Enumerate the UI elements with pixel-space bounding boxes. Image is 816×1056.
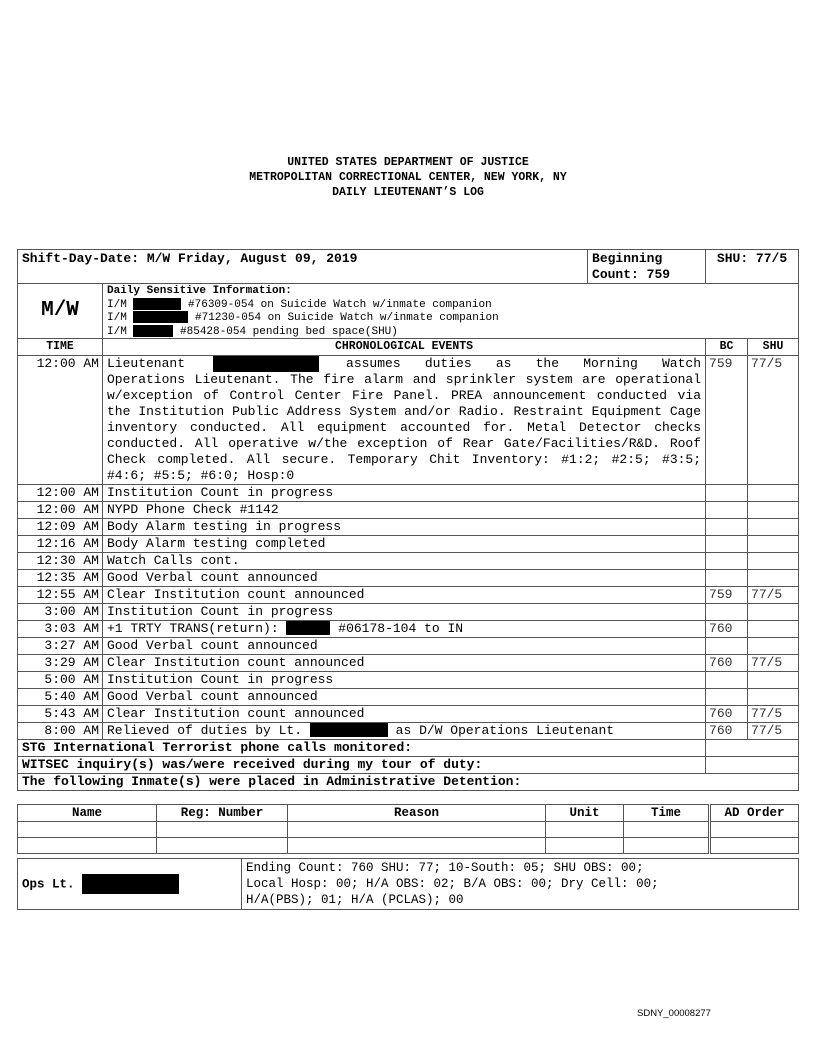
col-time: TIME	[18, 339, 103, 356]
col-events: CHRONOLOGICAL EVENTS	[103, 339, 706, 356]
event-time: 12:00 AM	[18, 356, 103, 485]
redaction-bar	[82, 874, 179, 894]
sensitive-line: I/M #85428-054 pending bed space(SHU)	[107, 325, 398, 338]
header-agency: UNITED STATES DEPARTMENT OF JUSTICE	[287, 156, 529, 169]
event-row: 8:00 AM Relieved of duties by Lt. as D/W Operations Lieutenant 760 77/5	[18, 723, 799, 740]
redaction-bar	[310, 723, 388, 737]
col-bc: BC	[706, 339, 748, 356]
witsec-inquiry: WITSEC inquiry(s) was/were received during my tour of duty:	[18, 757, 706, 774]
shift-day-date: Shift-Day-Date: M/W Friday, August 09, 2019	[18, 250, 588, 284]
event-bc: 759	[706, 356, 748, 485]
event-text: Lieutenant assumes duties as the Morning Watch Operations Lieutenant. The fire alarm and sprinkler system are operational w/exception of Control Center Fire Panel. PREA announcement conducted via the Institution Public Address System and/or Radio. Restraint Equipment Cage inventory conducted. All equipment accounted for. Metal Detector checks conducted. All operative w/the exception of Rear Gate/Facilities/R&D. Roof Check completed. All secure. Temporary Chit Inventory: #1:2; #2:5; #3:5; #4:6; #5:5; #6:0; Hosp:0	[103, 356, 706, 485]
column-header-row	[18, 339, 799, 356]
sensitive-line: I/M #71230-054 on Suicide Watch w/inmate companion	[107, 312, 499, 324]
event-row: 5:40 AM Good Verbal count announced	[18, 689, 799, 706]
ops-lt-signature: Ops Lt.	[18, 859, 242, 910]
ad-empty-row	[18, 838, 799, 854]
ending-count: Ending Count: 760 SHU: 77; 10-South: 05; SHU OBS: 00; Local Hosp: 00; H/A OBS: 02; B/A OBS: 00; Dry Cell: 00; H/A(PBS); 01; H/A (PCLAS); 00	[242, 859, 799, 910]
stg-monitored: STG International Terrorist phone calls monitored:	[18, 740, 706, 757]
ad-col-reason: Reason	[288, 805, 546, 822]
event-row: 12:16 AM Body Alarm testing completed	[18, 536, 799, 553]
event-row: 12:00 AM NYPD Phone Check #1142	[18, 502, 799, 519]
event-row: 12:09 AM Body Alarm testing in progress	[18, 519, 799, 536]
admin-detention-row	[18, 774, 799, 791]
sensitive-info-label: Daily Sensitive Information:	[107, 285, 292, 297]
redaction-bar	[213, 356, 319, 372]
ad-col-time: Time	[624, 805, 710, 822]
redaction-bar	[133, 311, 188, 323]
event-row: 3:00 AM Institution Count in progress	[18, 604, 799, 621]
ad-col-reg: Reg: Number	[157, 805, 288, 822]
sensitive-line: I/M #76309-054 on Suicide Watch w/inmate companion	[107, 298, 492, 311]
event-row: 3:03 AM +1 TRTY TRANS(return): #06178-104 to IN 760	[18, 621, 799, 638]
shift-code: M/W	[18, 284, 103, 339]
event-row: 12:00 AM Institution Count in progress	[18, 485, 799, 502]
ad-col-name: Name	[18, 805, 157, 822]
sensitive-info	[103, 284, 799, 339]
stg-row	[18, 740, 799, 757]
event-shu: 77/5	[748, 356, 799, 485]
admin-detention-heading: The following Inmate(s) were placed in Administrative Detention:	[18, 774, 799, 791]
redaction-bar	[133, 298, 181, 310]
footer-row	[18, 859, 799, 910]
event-row	[18, 356, 799, 485]
header-log-title: DAILY LIEUTENANT’S LOG	[332, 186, 484, 199]
ad-col-unit: Unit	[546, 805, 624, 822]
redaction-bar	[286, 621, 330, 635]
event-row: 5:43 AM Clear Institution count announced 760 77/5	[18, 706, 799, 723]
witsec-row	[18, 757, 799, 774]
bates-number: SDNY_00008277	[637, 1008, 711, 1019]
shift-row	[18, 250, 799, 284]
event-row: 3:29 AM Clear Institution count announced 760 77/5	[18, 655, 799, 672]
beginning-count: Beginning Count: 759	[588, 250, 706, 284]
redaction-bar	[133, 325, 173, 337]
admin-detention-table	[17, 804, 799, 854]
event-row: 3:27 AM Good Verbal count announced	[18, 638, 799, 655]
ad-empty-row	[18, 822, 799, 838]
event-row: 12:35 AM Good Verbal count announced	[18, 570, 799, 587]
header-facility: METROPOLITAN CORRECTIONAL CENTER, NEW YORK, NY	[249, 171, 567, 184]
lieutenant-log-table	[17, 249, 799, 791]
ad-col-order: AD Order	[710, 805, 799, 822]
sensitive-info-row	[18, 284, 799, 339]
event-row: 5:00 AM Institution Count in progress	[18, 672, 799, 689]
ad-header-row	[18, 805, 799, 822]
event-row: 12:30 AM Watch Calls cont.	[18, 553, 799, 570]
footer-table	[17, 858, 799, 910]
event-row: 12:55 AM Clear Institution count announced 759 77/5	[18, 587, 799, 604]
col-shu: SHU	[748, 339, 799, 356]
document-header	[0, 155, 816, 200]
shu-count: SHU: 77/5	[706, 250, 799, 284]
